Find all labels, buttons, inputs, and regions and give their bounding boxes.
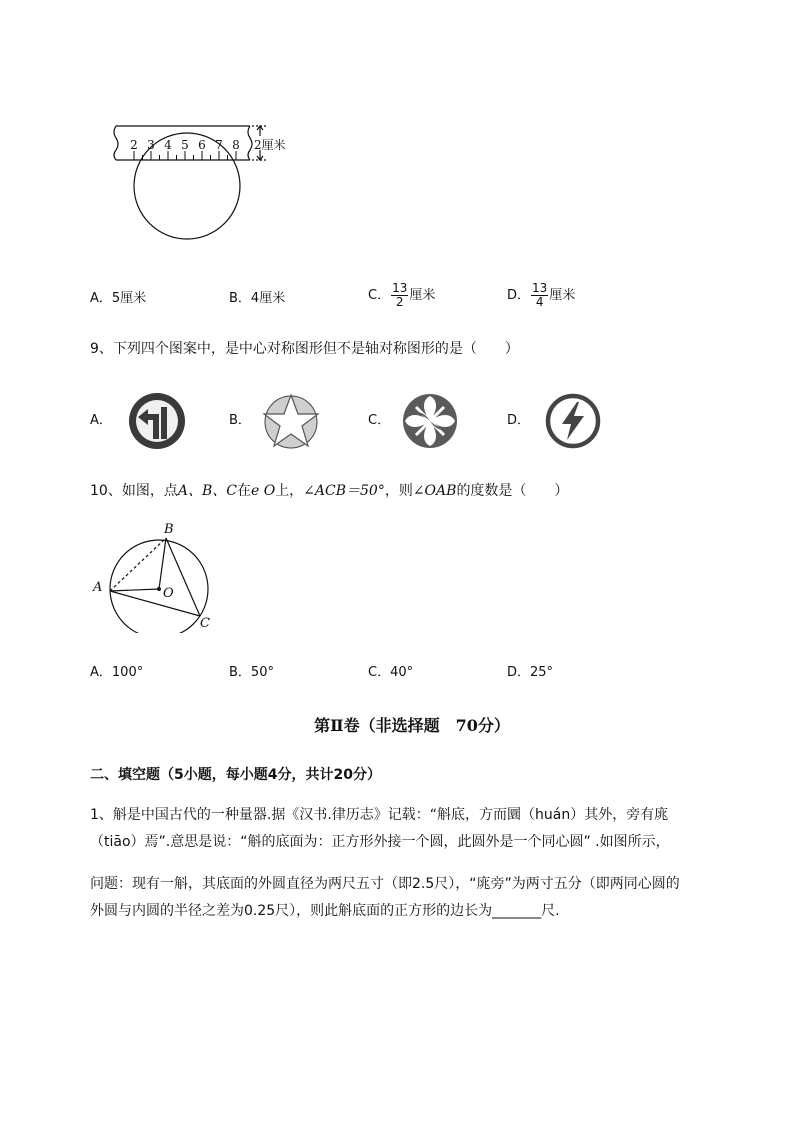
point-label-c: C: [200, 616, 210, 631]
q10-stem: [90, 481, 568, 501]
option-text: 50°: [250, 665, 274, 680]
q8-option-b[interactable]: [229, 290, 285, 308]
q10-option-c[interactable]: [368, 664, 413, 682]
ruler-tick-label: 8: [232, 138, 240, 152]
option-letter: B．: [229, 665, 251, 680]
option-text: 100°: [111, 665, 144, 680]
circle-angle-figure: [88, 518, 228, 633]
lightning-bolt-circle-icon: [542, 392, 604, 450]
ruler-tick-label: 7: [215, 138, 223, 152]
q10-option-b[interactable]: [229, 664, 274, 682]
q10-given-angle: ∠ACB＝50°: [303, 483, 385, 499]
option-text: 4厘米: [250, 291, 286, 306]
fraction-denominator: 2: [395, 295, 404, 309]
q8-option-d[interactable]: [507, 282, 575, 309]
fraction: [531, 282, 548, 309]
thickness-label: 2厘米: [254, 138, 286, 152]
q10-asked-angle: ∠OAB: [412, 483, 457, 499]
q10-points: A、B、C: [177, 483, 237, 499]
option-letter: A．: [90, 291, 112, 306]
point-label-o: O: [163, 586, 174, 601]
q8-option-a[interactable]: [90, 290, 146, 308]
fraction-numerator: 13: [532, 281, 548, 295]
point-label-b: B: [164, 522, 174, 537]
q10-stem-text: 10、如图，点: [90, 483, 178, 499]
part2-title: 第Ⅱ卷（非选择题 70分）: [314, 716, 510, 735]
star-in-circle-icon: [261, 392, 321, 450]
option-text: 40°: [390, 665, 414, 680]
option-unit: 厘米: [549, 287, 576, 303]
fill1-line-1: 1、斛是中国古代的一种量器.据《汉书.律历志》记载：“斛底，方而圜（huán）其外，旁有庣: [90, 807, 669, 823]
option-text: 5厘米: [111, 291, 147, 306]
option-letter: B．: [229, 291, 251, 306]
q10-stem-text: 在: [236, 483, 251, 499]
q9-option-b[interactable]: [229, 392, 321, 450]
option-unit: 厘米: [409, 287, 436, 303]
q10-option-a[interactable]: [90, 664, 143, 682]
q9-option-c[interactable]: [368, 392, 460, 450]
q9-stem: 9、下列四个图案中，是中心对称图形但不是轴对称图形的是（ ）: [90, 341, 519, 357]
q9-option-a[interactable]: [90, 392, 188, 450]
point-label-a: A: [93, 580, 103, 595]
ruler-tick-label: 4: [164, 138, 172, 152]
ruler-circle-figure: [110, 118, 290, 240]
fraction-denominator: 4: [535, 295, 544, 309]
option-letter: A．: [90, 413, 112, 428]
fill1-line-4: 外圆与内圆的半径之差为0.25尺），则此斛底面的正方形的边长为_______尺.: [90, 903, 560, 919]
q10-option-d[interactable]: [507, 664, 553, 682]
option-letter: A．: [90, 665, 112, 680]
option-letter: B．: [229, 413, 251, 428]
fill1-line-2: （tiāo）焉”.意思是说：“斛的底面为：正方形外接一个圆，此圆外是一个同心圆” .如图所示，: [90, 834, 670, 850]
option-letter: C．: [368, 287, 391, 303]
left-turn-road-sign-icon: [126, 392, 188, 450]
q10-stem-text: ，则: [384, 483, 413, 499]
q9-option-d[interactable]: [507, 392, 604, 450]
ruler-tick-label: 2: [130, 138, 138, 152]
ruler-tick-label: 5: [181, 138, 189, 152]
option-text: 25°: [530, 665, 554, 680]
fraction: [391, 282, 408, 309]
q8-option-c[interactable]: [368, 282, 435, 309]
four-petal-flower-icon: [400, 392, 460, 450]
fill1-line-3: 问题：现有一斛，其底面的外圆直径为两尺五寸（即2.5尺），“庣旁”为两寸五分（即两同心圆的: [90, 876, 680, 892]
section-heading: 二、填空题（5小题，每小题4分，共计20分）: [90, 767, 381, 783]
option-letter: D．: [507, 413, 531, 428]
ruler-tick-label: 3: [147, 138, 155, 152]
q10-stem-text: 的度数是（ ）: [456, 483, 569, 499]
option-letter: D．: [507, 287, 531, 303]
option-letter: D．: [507, 665, 531, 680]
option-letter: C．: [368, 413, 391, 428]
q10-stem-text: 上，: [275, 483, 304, 499]
q10-circle-symbol: e O: [250, 483, 276, 499]
option-letter: C．: [368, 665, 391, 680]
ruler-tick-label: 6: [198, 138, 206, 152]
fraction-numerator: 13: [392, 281, 408, 295]
